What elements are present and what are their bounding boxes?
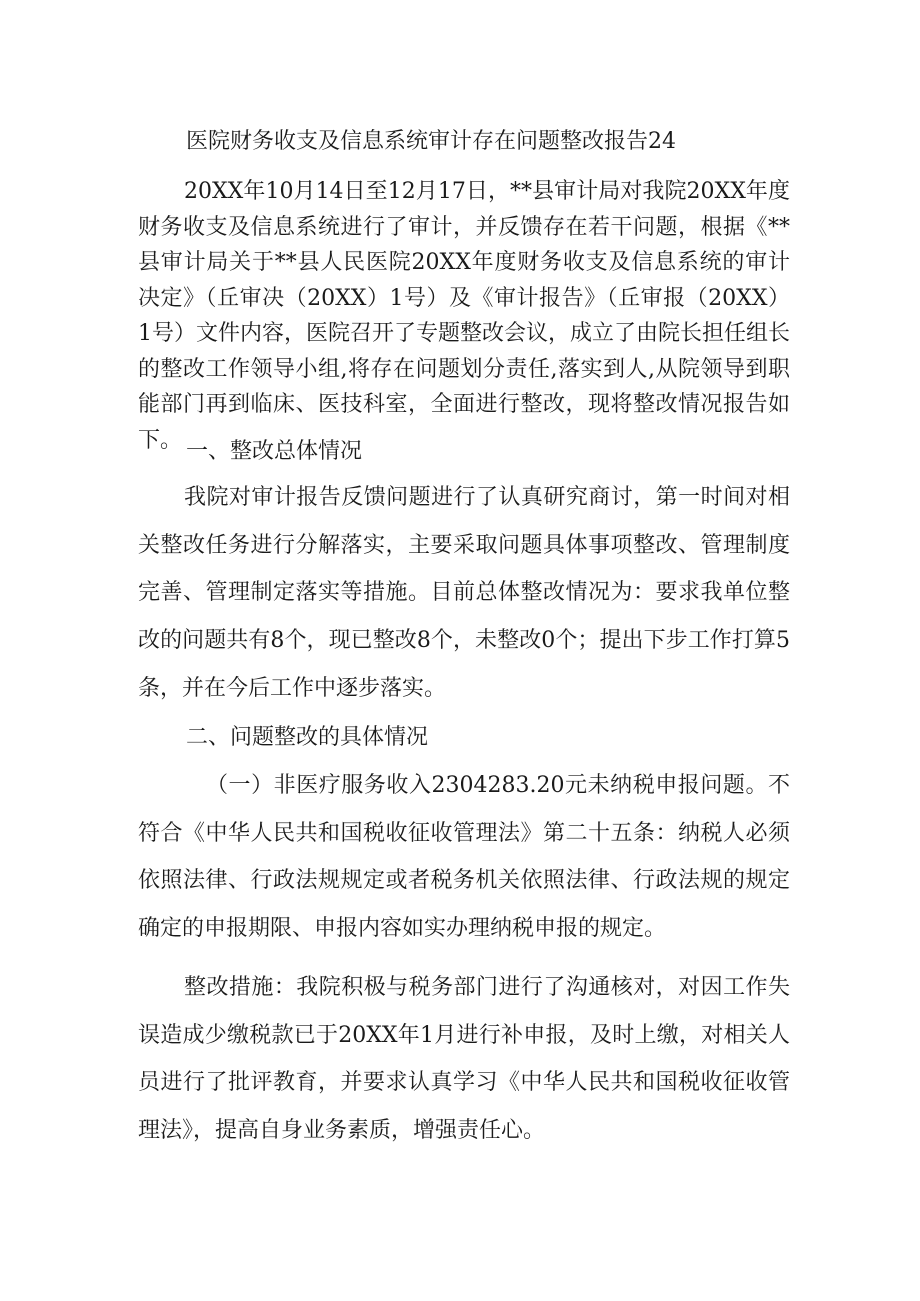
item-1-measures: 整改措施：我院积极与税务部门进行了沟通核对，对因工作失误造成少缴税款已于20XX年1月进行补申报，及时上缴，对相关人员进行了批评教育，并要求认真学习《中华人民共和国税收征收管理法》，提高自身业务素质，增强责任心。: [138, 975, 790, 1144]
section-heading-specific: 二、问题整改的具体情况: [186, 725, 429, 750]
document-title: 医院财务收支及信息系统审计存在问题整改报告24: [186, 129, 676, 154]
section-heading-overall: 一、整改总体情况: [186, 439, 363, 464]
item-1-problem: （一）非医疗服务收入2304283.20元未纳税申报问题。不符合《中华人民共和国税收征收管理法》第二十五条：纳税人必须依照法律、行政法规规定或者税务机关依照法律、行政法规的规定确定的申报期限、申报内容如实办理纳税申报的规定。: [138, 773, 790, 942]
section-overall-body: 我院对审计报告反馈问题进行了认真研究商讨，第一时间对相关整改任务进行分解落实，主要采取问题具体事项整改、管理制度完善、管理制定落实等措施。目前总体整改情况为：要求我单位整改的问题共有8个，现已整改8个，未整改0个；提出下步工作打算5条，并在今后工作中逐步落实。: [138, 485, 790, 701]
intro-paragraph: 20XX年10月14日至12月17日，**县审计局对我院20XX年度财务收支及信息系统进行了审计，并反馈存在若干问题，根据《**县审计局关于**县人民医院20XX年度财务收支及信息系统的审计决定》（丘审决（20XX）1号）及《审计报告》（丘审报（20XX）1号）文件内容，医院召开了专题整改会议，成立了由院长担任组长的整改工作领导小组,将存在问题划分责任,落实到人,从院领导到职能部门再到临床、医技科室，全面进行整改，现将整改情况报告如下。: [138, 179, 790, 453]
